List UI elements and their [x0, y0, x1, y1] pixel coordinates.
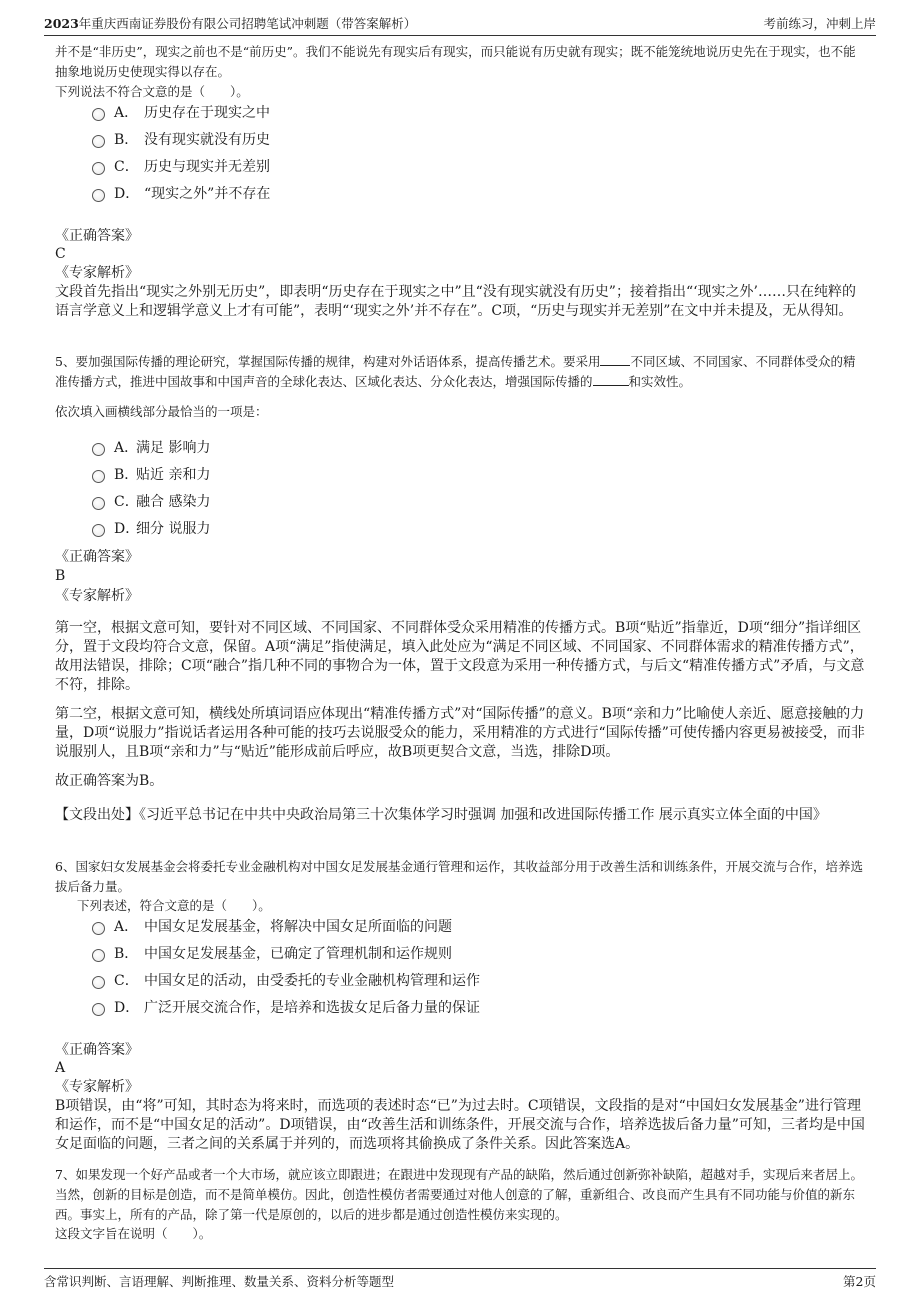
page-footer	[44, 1268, 876, 1293]
q5-question: 依次填入画横线部分最恰当的一项是：	[55, 404, 268, 419]
header-right: 考前练习，冲刺上岸	[763, 16, 876, 31]
q5-stem: 5、要加强国际传播的理论研究，掌握国际传播的规律，构建对外话语体系，提高传播艺术。要采用 不同区域、不同国家、不同群体受众的精准传播方式，推进中国故事和中国声音的全球化表达、区域化表达、分众化表达，增强国际传播的 和实效性。	[55, 354, 856, 389]
radio-icon[interactable]	[92, 470, 105, 483]
radio-icon[interactable]	[92, 189, 105, 202]
q4-question: 下列说法不符合文意的是（ ）。	[55, 84, 249, 99]
radio-icon[interactable]	[92, 1003, 105, 1016]
radio-icon[interactable]	[92, 949, 105, 962]
q5-answer-label: 《正确答案》	[55, 549, 139, 565]
q6-stem: 6、国家妇女发展基金会将委托专业金融机构对中国女足发展基金通行管理和运作，其收益部分用于改善生活和训练条件，开展交流与合作，培养选拔后备力量。	[55, 859, 863, 894]
q6-answer-label: 《正确答案》	[55, 1042, 139, 1058]
q5-analysis-label: 《专家解析》	[55, 588, 139, 604]
radio-icon[interactable]	[92, 976, 105, 989]
q4-option-b[interactable]: B． 没有现实就没有历史	[92, 130, 270, 150]
q4-analysis: 文段首先指出“现实之外别无历史”，即表明“历史存在于现实之中”且“没有现实就没有历史”；接着指出“‘现实之外’……只在纯粹的语言学意义上和逻辑学意义上才有可能”，表明“‘现实之外’并不存在”。C项，“历史与现实并无差别”在文中并未提及，无从得知。	[55, 284, 856, 319]
radio-icon[interactable]	[92, 443, 105, 456]
radio-icon[interactable]	[92, 162, 105, 175]
q4-analysis-label: 《专家解析》	[55, 265, 139, 281]
q6-question: 下列表述，符合文意的是（ ）。	[77, 898, 271, 913]
q6-analysis: B项错误，由“将”可知，其时态为将来时，而选项的表述时态“已”为过去时。C项错误，文段指的是对“中国妇女发展基金”进行管理和运作，而不是“中国女足的活动”。D项错误，由“改善生活和训练条件，开展交流与合作，培养选拔后备力量”可知，三者均是中国女足面临的问题，三者之间的关系属于并列的，而选项将其偷换成了条件关系。因此答案选A。	[55, 1098, 865, 1152]
page-header	[44, 10, 876, 36]
q6-option-c[interactable]: C． 中国女足的活动，由受委托的专业金融机构管理和运作	[92, 971, 480, 991]
q5-option-b[interactable]: B． 贴近 亲和力	[92, 465, 210, 485]
q6-analysis-label: 《专家解析》	[55, 1079, 139, 1095]
blank-line	[593, 373, 629, 386]
q5-source: 【文段出处】《习近平总书记在中共中央政治局第三十次集体学习时强调 加强和改进国际传播工作 展示真实立体全面的中国》	[55, 807, 827, 823]
q4-passage: 并不是“非历史”，现实之前也不是“前历史”。我们不能说先有现实后有现实，而只能说有历史就有现实；既不能笼统地说历史先在于现实，也不能抽象地说历史使现实得以存在。	[55, 44, 856, 79]
q4-option-a[interactable]: A． 历史存在于现实之中	[92, 103, 270, 123]
q6-option-b[interactable]: B． 中国女足发展基金，已确定了管理机制和运作规则	[92, 944, 452, 964]
q4-option-d[interactable]: D． “现实之外”并不存在	[92, 184, 270, 204]
q5-analysis-p1: 第一空，根据文意可知，要针对不同区域、不同国家、不同群体受众采用精准的传播方式。B项“贴近”指靠近，D项“细分”指详细区分，置于文段均符合文意，保留。A项“满足”指使满足，填入此处应为“满足不同区域、不同国家、不同群体需求的精准传播方式”，故用法错误，排除；C项“融合”指几种不同的事物合为一体，置于文段意为采用一种传播方式，与后文“精准传播方式”矛盾，与文意不符，排除。	[55, 620, 865, 693]
radio-icon[interactable]	[92, 135, 105, 148]
radio-icon[interactable]	[92, 497, 105, 510]
page-number: 第2页	[843, 1274, 876, 1289]
q4-option-c[interactable]: C． 历史与现实并无差别	[92, 157, 270, 177]
q4-answer-label: 《正确答案》	[55, 228, 139, 244]
radio-icon[interactable]	[92, 108, 105, 121]
q6-option-a[interactable]: A． 中国女足发展基金，将解决中国女足所面临的问题	[92, 917, 452, 937]
q6-option-d[interactable]: D． 广泛开展交流合作，是培养和选拔女足后备力量的保证	[92, 998, 480, 1018]
q4-answer: C	[55, 246, 66, 262]
q5-analysis-p2: 第二空，根据文意可知，横线处所填词语应体现出“精准传播方式”对“国际传播”的意义。B项“亲和力”比喻使人亲近、愿意接触的力量，D项“说服力”指说话者运用各种可能的技巧去说服受众的能力，采用精准的方式进行“国际传播”可使传播内容更易被接受，而非说服别人，且B项“亲和力”与“贴近”能形成前后呼应，故B项更契合文意，当选，排除D项。	[55, 706, 865, 760]
q5-option-d[interactable]: D． 细分 说服力	[92, 519, 210, 539]
q7-question: 这段文字旨在说明（ ）。	[55, 1226, 212, 1241]
q5-option-c[interactable]: C． 融合 感染力	[92, 492, 210, 512]
q5-analysis-p3: 故正确答案为B。	[55, 773, 164, 789]
header-title: 2023年重庆西南证券股份有限公司招聘笔试冲刺题（带答案解析）	[44, 16, 417, 31]
radio-icon[interactable]	[92, 524, 105, 537]
q6-answer: A	[55, 1060, 66, 1076]
blank-line	[600, 353, 630, 366]
footer-left: 含常识判断、言语理解、判断推理、数量关系、资料分析等题型	[44, 1274, 395, 1289]
q7-stem: 7、如果发现一个好产品或者一个大市场，就应该立即跟进；在跟进中发现现有产品的缺陷，然后通过创新弥补缺陷，超越对手，实现后来者居上。当然，创新的目标是创造，而不是简单模仿。因此，创造性模仿者需要通过对他人创意的了解，重新组合、改良而产生具有不同功能与价值的新东西。事实上，所有的产品，除了第一代是原创的，以后的进步都是通过创造性模仿来实现的。	[55, 1167, 863, 1222]
radio-icon[interactable]	[92, 922, 105, 935]
q5-option-a[interactable]: A． 满足 影响力	[92, 438, 210, 458]
q5-answer: B	[55, 568, 66, 584]
